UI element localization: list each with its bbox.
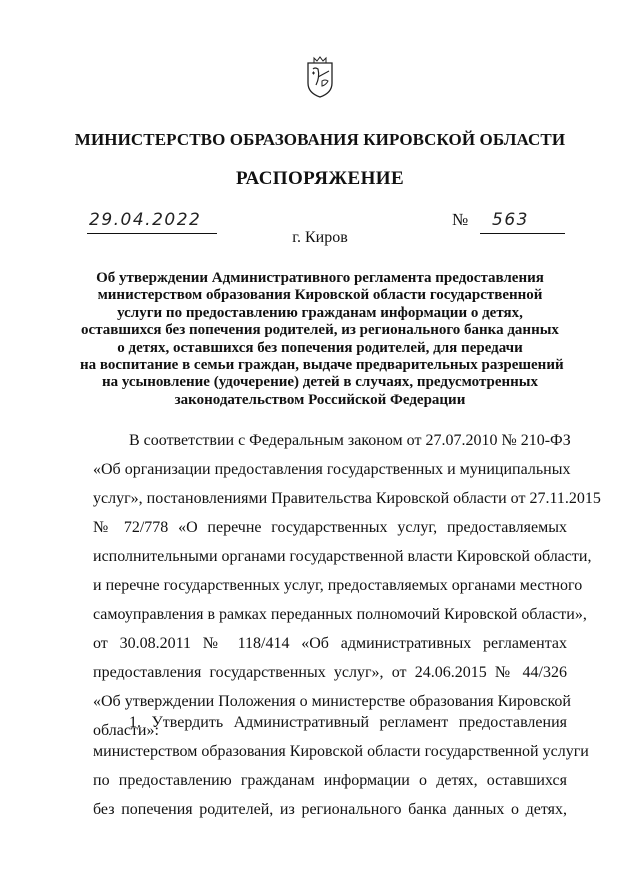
text-line: № 72/778 «О перечне государственных услуг, предоставляемых [93,519,567,536]
preamble-paragraph [93,430,601,749]
text-line: и перечне государственных услуг, предоставляемых органами местного [93,577,583,594]
text-line: исполнительными органами государственной власти Кировской области, [93,548,592,565]
title-line: министерством образования Кировской области государственной [97,287,543,304]
text-line: «Об утверждении Положения о министерстве образования Кировской [93,693,571,710]
title-line: Об утверждении Административного регламента предоставления [96,270,544,286]
text-line: «Об организации предоставления государственных и муниципальных [93,461,571,478]
text-line: от 30.08.2011 № 118/414 «Об административных регламентах [93,635,567,652]
text-line: по предоставлению гражданам информации о детях, оставшихся [93,772,567,789]
city: г. Киров [292,229,348,246]
title-line: законодательством Российской Федерации [174,391,466,408]
title-line: услуги по предоставлению гражданам информации о детях, [117,304,523,321]
ministry-name: МИНИСТЕРСТВО ОБРАЗОВАНИЯ КИРОВСКОЙ ОБЛАСТИ [74,130,566,149]
item-1-paragraph [93,712,589,828]
document-type: РАСПОРЯЖЕНИЕ [235,168,405,189]
date-value: 29.04.2022 [89,210,202,230]
title-line: о детях, оставшихся без попечения родителей, для передачи [117,339,523,356]
text-line: министерством образования Кировской области государственной услуги [93,743,589,760]
text-line: В соответствии с Федеральным законом от 27.07.2010 № 210-ФЗ [129,432,571,449]
coat-of-arms-icon [302,55,338,99]
text-line: предоставления государственных услуг», от 24.06.2015 № 44/326 [93,664,567,681]
text-line: без попечения родителей, из регионального банка данных о детях, [93,801,567,818]
title-line: на воспитание в семьи граждан, выдаче предварительных разрешений [80,357,564,374]
title-line: оставшихся без попечения родителей, из регионального банка данных [81,322,559,339]
text-line: области»: [93,722,159,739]
text-line: услуг», постановлениями Правительства Кировской области от 27.11.2015 [93,490,601,507]
document-title [80,270,564,409]
number-value: 563 [492,210,529,230]
number-sign: № [452,210,469,229]
title-line: на усыновление (удочерение) детей в случаях, предусмотренных [101,374,539,391]
text-line: 1. Утвердить Административный регламент предоставления [129,714,567,731]
text-line: самоуправления в рамках переданных полномочий Кировской области», [93,606,587,623]
